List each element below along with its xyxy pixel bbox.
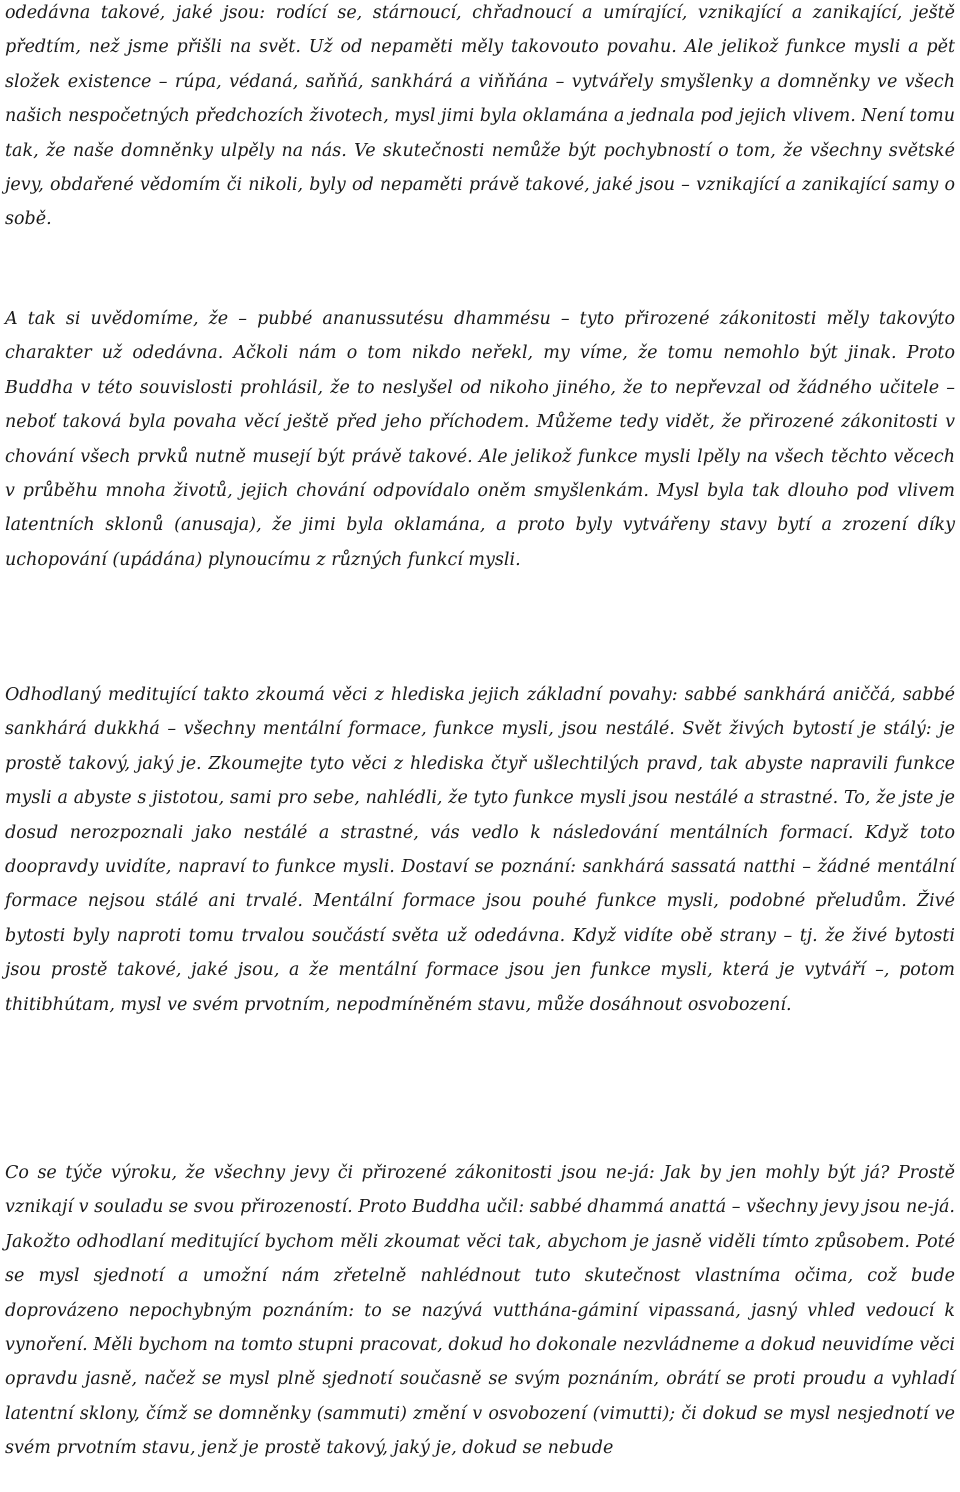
- paragraph-2-part-2: Proto Buddha v této souvislosti prohlásil, že to neslyšel od nikoho jiného, že to nepřevzal od žádného učitele – neboť taková byla povaha věcí ještě před jeho příchodem. Můžeme tedy vidět, že přirozené zákonitosti v chování všech prvků nutně musejí být právě takové. Ale jelikož funkce mysli lpěly na všech těchto věcech v průběhu mnoha životů, jejich chování odpovídalo oněm smyšlenkám. Mysl byla tak dlouho pod vlivem latentních sklonů (anusaja), že jimi byla oklamána, a proto byly vytvářeny stavy bytí a zrození díky uchopování (upádána) plynoucímu z různých funkcí mysli.: [5, 343, 955, 570]
- paragraph-1-part-2: Ve skutečnosti nemůže být pochybností o tom, že všechny světské jevy, obdařené vědomím či nikoli, byly od nepaměti právě takové, jaké jsou – vznikající a zanikající samy o sobě.: [5, 140, 955, 230]
- paragraph-2-part-1: A tak si uvědomíme, že – pubbé ananussutésu dhammésu – tyto přirozené zákonitosti měly takovýto charakter už odedávna. Ačkoli nám o tom nikdo neřekl, my víme, že tomu nemohlo být jinak.: [5, 309, 955, 364]
- paragraph-4-part-1: Co se týče výroku, že všechny jevy či přirozené zákonitosti jsou ne-já: Jak by jen mohly být já?: [5, 1163, 898, 1183]
- paragraph-3-part-1: Odhodlaný meditující takto zkoumá věci z hlediska jejich základní povahy: sabbé sankhárá aniččá, sabbé sankhárá dukkhá – všechny mentální formace, funkce mysli, jsou nestálé. Svět živých bytostí je stálý: je prostě takový, jaký je. Zkoumejte tyto věci z hlediska čtyř ušlechtilých pravd, tak abyste napravili funkce mysli a abyste s jistotou, sami pro sebe, nahlédli, že tyto funkce mysli jsou nestálé a strastné. To, že jste je dosud nerozpoznali jako nestálé a strastné, vás vedlo k následování mentálních formací. Když toto doopravdy uvidíte, napraví to funkce mysli. Dostaví se poznání: sankhárá sassatá natthi – žádné mentální formace nejsou stálé ani trvalé. Mentální formace jsou pouhé funkce mysli, podobné přeludům. Živé bytosti byly naproti tomu trvalou součástí světa už odedávna. Když vidíte obě strany – tj. že živé bytosti jsou prostě takové, jaké jsou, a že mentální formace jsou jen funkce mysli, která je vytváří –, potom thitibhútam, mysl ve svém prvotním, nepodmíněném stavu, může dosáhnout osvobození.: [5, 685, 955, 1015]
- paragraph-1: [5, 0, 955, 237]
- paragraph-4-part-2: Prostě vznikají v souladu se svou přirozeností. Proto Buddha učil: sabbé dhammá anattá – všechny jevy jsou ne-já. Jakožto odhodlaní meditující bychom měli zkoumat věci tak, abychom je jasně viděli tímto způsobem. Poté se mysl sjednotí a umožní nám zřetelně nahlédnout tuto skutečnost vlastníma očima, což bude doprovázeno nepochybným poznáním: to se nazývá vutthána-gáminí vipassaná, jasný vhled vedoucí k vynoření. Měli bychom na tomto stupni pracovat, dokud ho dokonale nezvládneme a dokud neuvidíme věci opravdu jasně, načež se mysl plně sjednotí současně se svým poznáním, obrátí se proti proudu a vyhladí latentní sklony, čímž se domněnky (sammuti) změní v osvobození (vimutti); či dokud se mysl nesjednotí ve svém prvotním stavu, jenž je prostě takový, jaký je, dokud se nebude: [5, 1163, 955, 1459]
- paragraph-3: [5, 678, 955, 1022]
- paragraph-2: [5, 302, 955, 577]
- paragraph-4: [5, 1156, 955, 1466]
- paragraph-1-part-1: odedávna takové, jaké jsou: rodící se, stárnoucí, chřadnoucí a umírající, vznikající a zanikající, ještě předtím, než jsme přišli na svět. Už od nepaměti měly takovouto povahu. Ale jelikož funkce mysli a pět složek existence – rúpa, védaná, saňňá, sankhárá a viňňána – vytvářely smyšlenky a domněnky ve všech našich nespočetných předchozích životech, mysl jimi byla oklamána a jednala pod jejich vlivem. Není tomu tak, že naše domněnky ulpěly na nás.: [5, 3, 955, 161]
